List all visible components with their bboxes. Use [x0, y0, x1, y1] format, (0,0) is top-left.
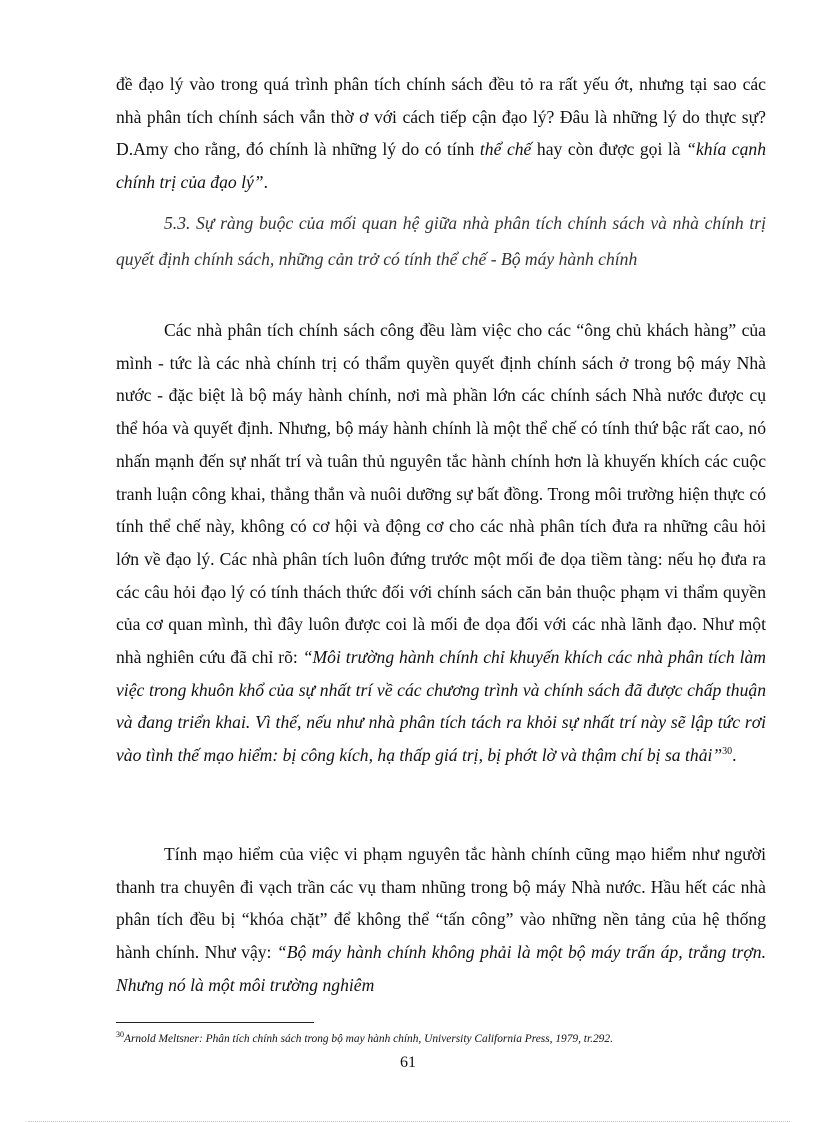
paragraph-2-text: Các nhà phân tích chính sách công đều làm việc cho các “ông chủ khách hàng” của mình - tức là các nhà chính trị có thẩm quyền quyết định chính sách ở trong bộ máy Nhà nước - đặc biệt là bộ máy hành chính, nơi mà phần lớn các chính sách Nhà nước được cụ thể hóa và quyết định. Nhưng, bộ máy hành chính là một thể chế có tính thứ bậc rất cao, nó nhấn mạnh đến sự nhất trí và tuân thủ nguyên tắc hành chính hơn là khuyến khích các cuộc tranh luận công khai, thẳng thắn và nuôi dưỡng sự bất đồng. Trong môi trường hiện thực có tính thể chế này, không có cơ hội và động cơ cho các nhà phân tích đưa ra những câu hỏi lớn về đạo lý. Các nhà phân tích luôn đứng trước một mối đe dọa tiềm tàng: nếu họ đưa ra các câu hỏi đạo lý có tính thách thức đối với chính sách căn bản thuộc phạm vi thẩm quyền của cơ quan mình, thì đây luôn được coi là mối đe dọa đối với các nhà lãnh đạo. Như một nhà nghiên cứu đã chỉ rõ: — [116, 320, 766, 668]
paragraph-2-quote: “Môi trường hành chính chỉ khuyến khích các nhà phân tích làm việc trong khuôn khổ của sự nhất trí về các chương trình và chính sách đã được chấp thuận và đang triển khai. Vì thế, nếu như nhà phân tích tách ra khỏi sự nhất trí này sẽ lập tức rơi vào tình thế mạo hiểm: bị công kích, hạ thấp giá trị, bị phớt lờ và thậm chí bị sa thải” — [116, 647, 766, 766]
footnote — [116, 1031, 776, 1047]
paragraph-2-end: . — [732, 745, 737, 766]
paragraph-1-text-e: . — [263, 172, 268, 193]
footnote-separator — [116, 1022, 314, 1023]
footnote-reference[interactable]: 30 — [722, 746, 733, 758]
section-heading: 5.3. Sự ràng buộc của mối quan hệ giữa nhà phân tích chính sách và nhà chính trị quyết định chính sách, những cản trở có tính thể chế - Bộ máy hành chính — [116, 213, 766, 269]
footnote-number: 30 — [116, 1030, 124, 1040]
footnote-text: Arnold Meltsner: Phân tích chính sách trong bộ may hành chính, University California Press, 1979, tr.292. — [124, 1033, 613, 1045]
paragraph-1-emphasis: thể chế — [479, 139, 532, 160]
paragraph-3-text: Tính mạo hiểm của việc vi phạm nguyên tắc hành chính cũng mạo hiểm như người thanh tra chuyên đi vạch trần các vụ tham nhũng trong bộ máy Nhà nước. Hầu hết các nhà phân tích đều bị “khóa chặt” để không thể “tấn công” vào những nền tảng của hệ thống hành chính. Như vậy: — [116, 844, 766, 963]
page-bottom-border — [28, 1121, 790, 1122]
paragraph-1 — [116, 68, 766, 199]
paragraph-1-text-c: hay còn được gọi là — [531, 139, 687, 160]
paragraph-3-quote: “Bộ máy hành chính không phải là một bộ máy trấn áp, trắng trợn. Nhưng nó là một môi trường nghiêm — [116, 942, 766, 995]
paragraph-3 — [116, 838, 766, 1002]
paragraph-1-text-a: đề đạo lý vào trong quá trình phân tích chính sách đều tỏ ra rất yếu ớt, nhưng tại sao các nhà phân tích chính sách vẫn thờ ơ với cách tiếp cận đạo lý? Đâu là những lý do thực sự? D.Amy cho rằng, đó chính là những lý do có tính — [116, 74, 766, 160]
paragraph-2 — [116, 314, 766, 772]
page-number: 61 — [400, 1054, 416, 1071]
paragraph-1-quote: “khía cạnh chính trị của đạo lý” — [116, 139, 767, 193]
